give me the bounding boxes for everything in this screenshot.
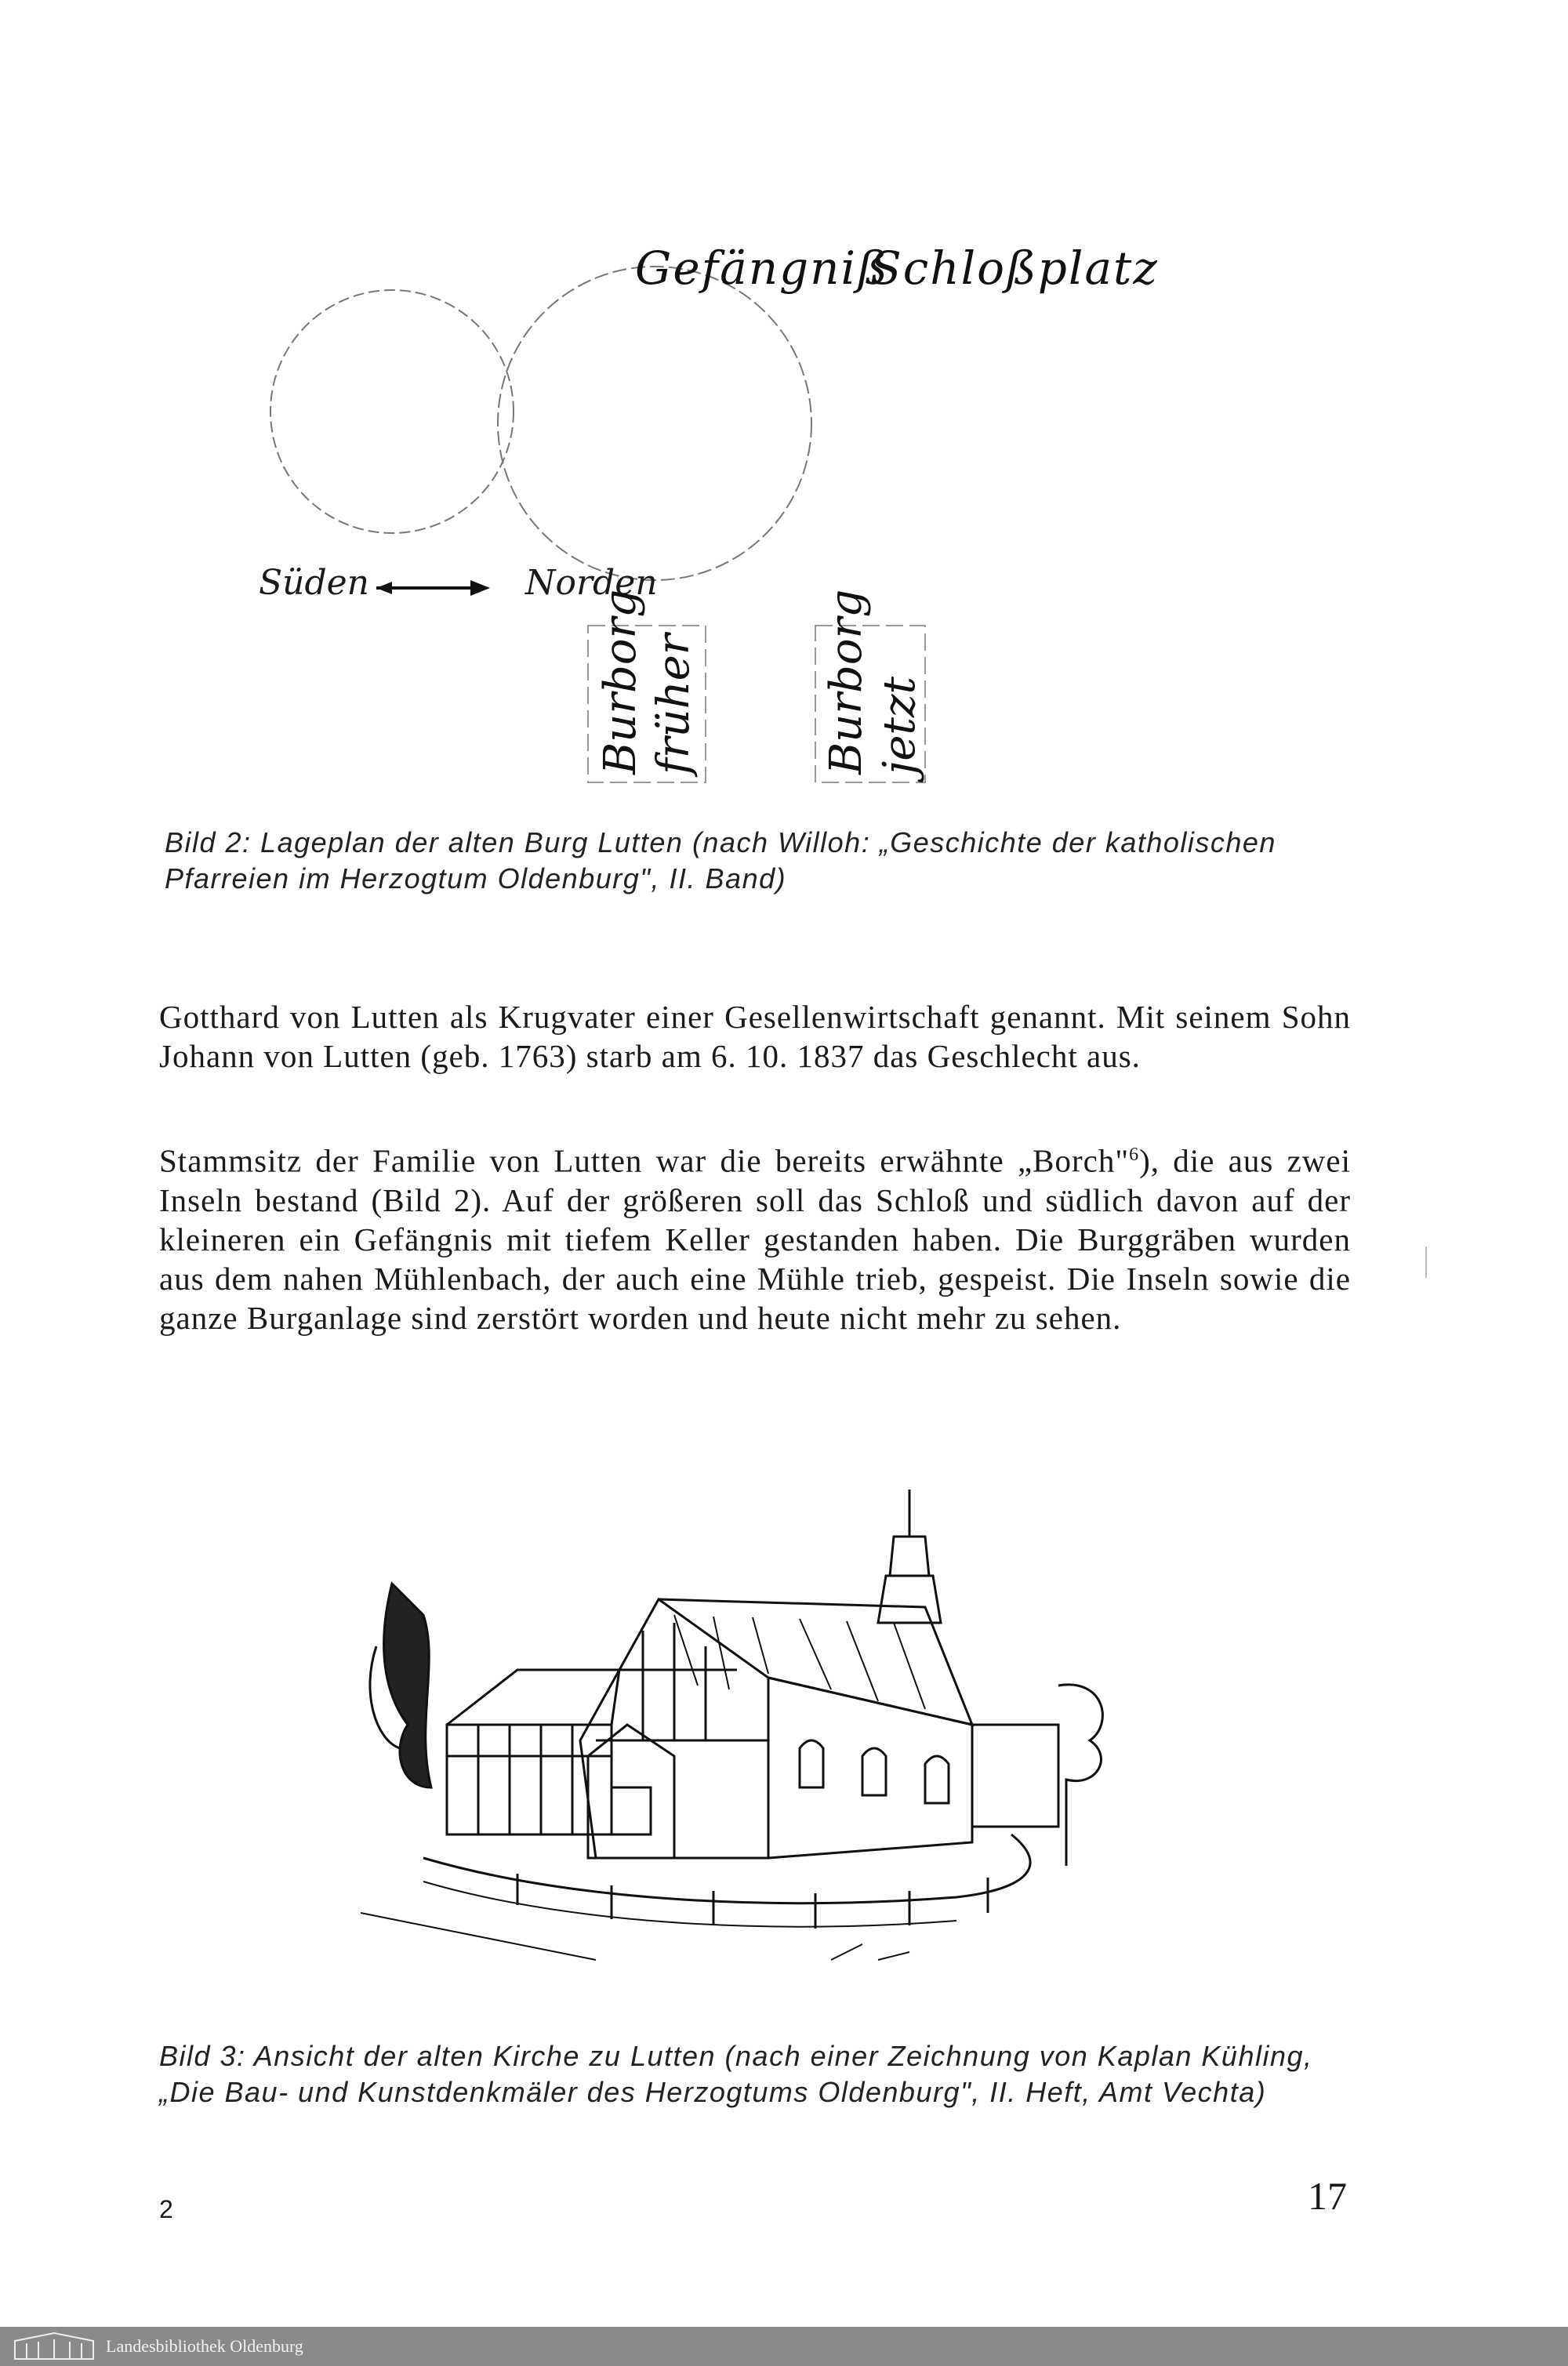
church-illustration	[361, 1490, 1145, 1976]
paragraph-2	[159, 1135, 1351, 1337]
site-plan-figure	[220, 241, 1176, 807]
direction-arrow-tail	[470, 580, 490, 596]
circle-right-label: Schloßplatz	[870, 241, 1159, 295]
figure-2-caption: Bild 2: Lageplan der alten Burg Lutten (nach Willoh: „Geschichte der katholischen Pfarreien im Herzogtum Oldenburg", II. Band)	[165, 826, 1276, 895]
direction-north-label: Norden	[525, 563, 658, 603]
paragraph-2-rest: ), die aus zwei Inseln bestand (Bild 2). Auf der größeren soll das Schloß und südlich davon auf der kleineren ein Gefängnis mit tiefem Keller gestanden haben. Die Burggräben wurden aus dem nahen Mühlenbach, der auch eine Mühle trieb, gespeist. Die Inseln sowie die ganze Burganlage sind zerstört worden und heute nicht mehr zu sehen.	[159, 1142, 1351, 1336]
page-number: 17	[1308, 2174, 1347, 2218]
box-left-line1: Burborg	[595, 589, 646, 775]
box-right-line2: jetzt	[874, 676, 925, 775]
footnote-reference: 6	[1129, 1145, 1140, 1165]
paragraph-2-start: Stammsitz der Familie von Lutten war die bereits erwähnte „Borch"	[159, 1142, 1130, 1179]
figure-3-caption: Bild 3: Ansicht der alten Kirche zu Lutten (nach einer Zeichnung von Kaplan Kühling, „Die Bau- und Kunstdenkmäler des Herzogtums Oldenburg", II. Heft, Amt Vechta)	[159, 2040, 1313, 2108]
circle-left-label: Gefängniß	[635, 241, 889, 295]
castle-island-circle	[498, 267, 811, 580]
paragraph-1: Gotthard von Lutten als Krugvater einer Gesellenwirtschaft genannt. Mit seinem Sohn Johann von Lutten (geb. 1763) starb am 6. 10. 1837 das Geschlecht aus.	[159, 999, 1351, 1074]
box-left-line2: früher	[648, 633, 699, 775]
margin-mark	[1425, 1247, 1427, 1278]
library-logo-icon	[11, 2332, 97, 2361]
church-drawing	[361, 1490, 1145, 1976]
footer-library-name: Landesbibliothek Oldenburg	[106, 2336, 303, 2356]
prison-island-circle	[270, 290, 514, 533]
box-right-line1: Burborg	[821, 589, 872, 775]
direction-arrowhead	[376, 582, 392, 594]
footnote-number: 2	[159, 2195, 173, 2223]
direction-south-label: Süden	[259, 563, 370, 603]
